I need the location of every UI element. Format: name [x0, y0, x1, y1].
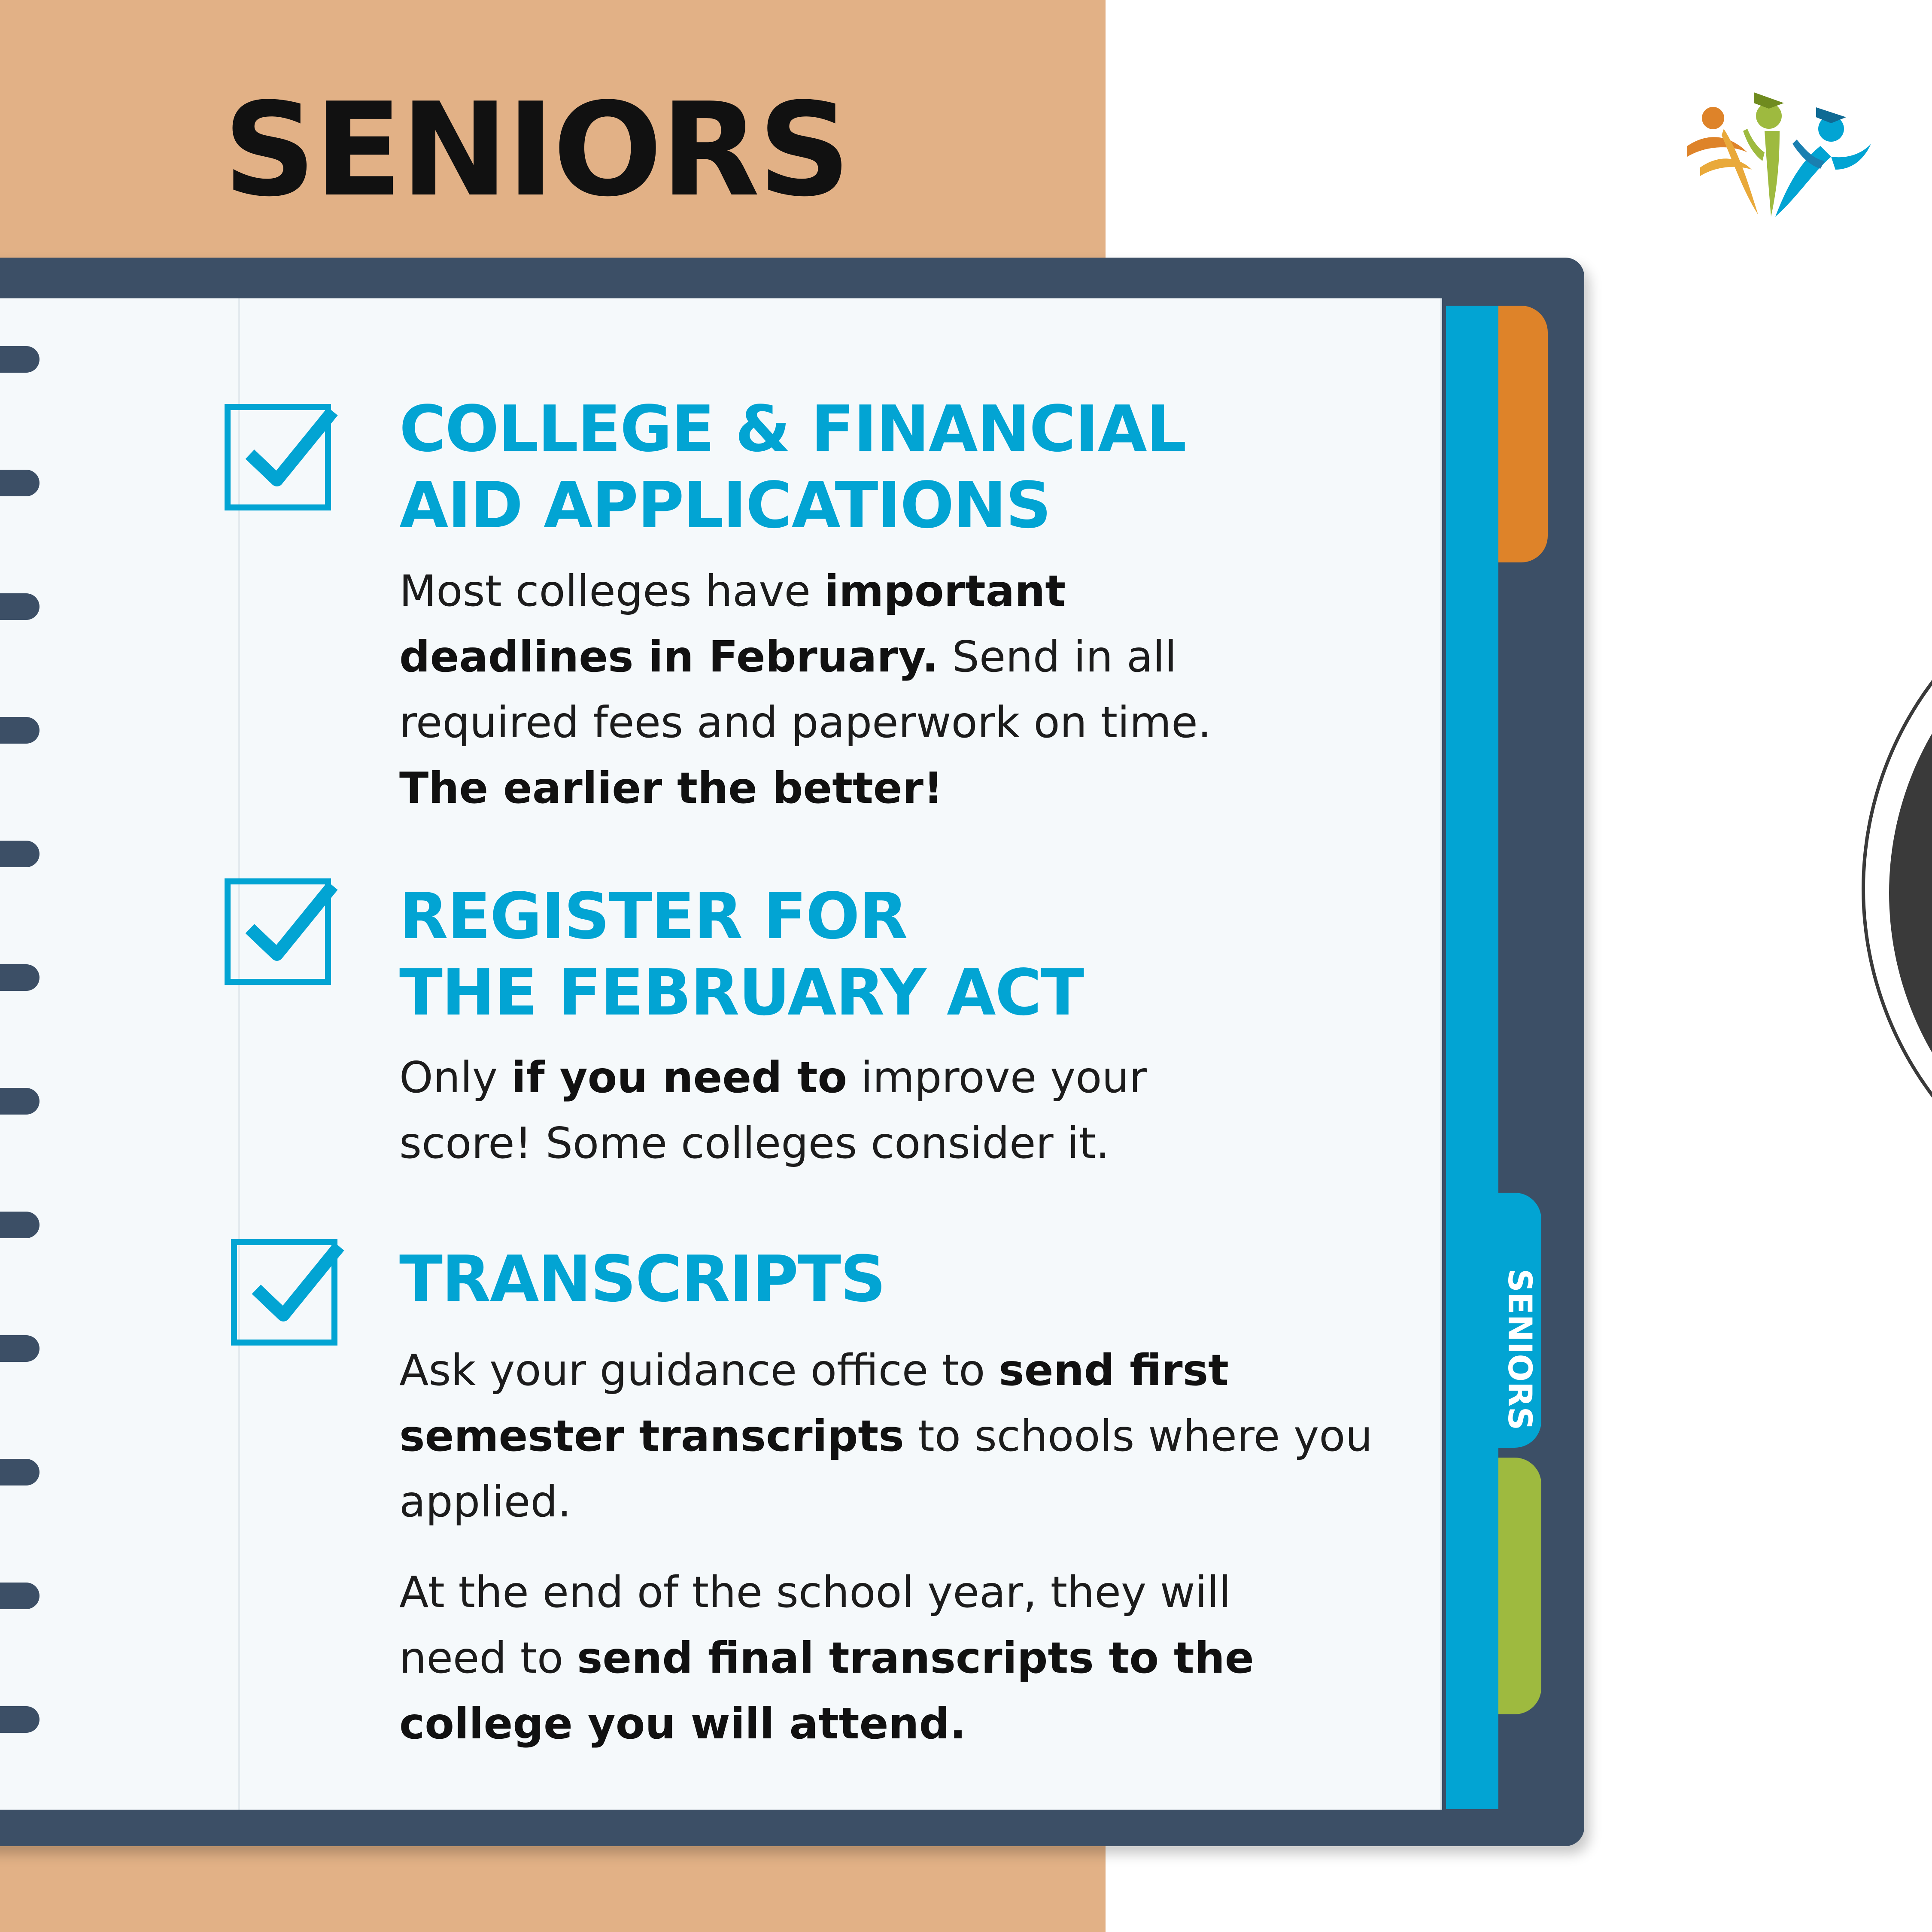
binder-tab-green[interactable] — [1498, 1458, 1541, 1714]
binder-ring — [0, 1212, 39, 1238]
emphasis-text: send final transcripts to the — [577, 1633, 1254, 1683]
emphasis-text: send first — [999, 1345, 1229, 1395]
item-body-transcripts — [399, 1337, 1400, 1534]
body-text-run: At the end of the school year, they will — [399, 1567, 1231, 1617]
emphasis-text: college you will attend. — [399, 1698, 966, 1749]
body-line — [399, 558, 1400, 624]
item-heading-register-act — [399, 878, 1083, 1031]
binder-ring — [0, 1583, 39, 1609]
body-text-run: score! Some colleges consider it. — [399, 1118, 1110, 1168]
item-heading-college-aid — [399, 391, 1186, 544]
page-margin-line — [238, 298, 240, 1810]
body-text-run: improve your — [847, 1052, 1147, 1103]
body-line — [399, 1110, 1400, 1176]
body-text-run: need to — [399, 1633, 577, 1683]
checkbox-checked-icon[interactable] — [223, 874, 339, 990]
body-line — [399, 1469, 1400, 1534]
binder-tab-label: SENIORS — [1501, 1269, 1539, 1431]
item-body-register-act — [399, 1045, 1400, 1176]
page-title: SENIORS — [223, 75, 849, 225]
body-line — [399, 1691, 1400, 1756]
binder-tab-orange[interactable] — [1498, 306, 1548, 562]
heading-line: TRANSCRIPTS — [399, 1242, 885, 1316]
binder-blue-strip — [1446, 306, 1498, 1809]
binder-ring — [0, 841, 39, 867]
body-text-run: Ask your guidance office to — [399, 1345, 999, 1395]
binder-ring — [0, 1088, 39, 1115]
body-text-run: Most colleges have — [399, 566, 824, 616]
body-line — [399, 1045, 1400, 1110]
binder-ring — [0, 1459, 39, 1485]
body-text-run: Send in all — [938, 632, 1177, 682]
binder-ring — [0, 593, 39, 620]
binder-ring — [0, 1706, 39, 1733]
item-body-transcripts-final — [399, 1559, 1400, 1756]
body-line — [399, 1337, 1400, 1403]
checkbox-checked-icon[interactable] — [223, 399, 339, 515]
heading-line: AID APPLICATIONS — [399, 468, 1051, 542]
binder-ring — [0, 346, 39, 373]
body-line — [399, 755, 1400, 821]
item-heading-transcripts — [399, 1241, 885, 1317]
body-text-run: to schools where you — [904, 1411, 1373, 1461]
emphasis-text: semester transcripts — [399, 1411, 904, 1461]
binder-ring — [0, 964, 39, 991]
binder-ring — [0, 470, 39, 496]
item-body-college-aid — [399, 558, 1400, 821]
heading-line: COLLEGE & FINANCIAL — [399, 392, 1186, 466]
checkbox-checked-icon[interactable] — [230, 1234, 346, 1350]
body-line — [399, 690, 1400, 755]
emphasis-text: important — [824, 566, 1066, 616]
binder-ring — [0, 1335, 39, 1362]
body-text-run: required fees and paperwork on time. — [399, 697, 1212, 747]
body-line — [399, 1403, 1400, 1469]
body-line — [399, 624, 1400, 690]
body-text-run: Only — [399, 1052, 511, 1103]
people-celebrating-logo-icon — [1683, 88, 1872, 221]
emphasis-text: The earlier the better! — [399, 763, 943, 813]
body-line — [399, 1559, 1400, 1625]
body-line — [399, 1625, 1400, 1691]
binder-ring — [0, 717, 39, 744]
emphasis-text: deadlines in February. — [399, 632, 939, 682]
decorative-circle — [1855, 614, 1932, 1172]
emphasis-text: if you need to — [511, 1052, 848, 1103]
heading-line: THE FEBRUARY ACT — [399, 956, 1084, 1030]
heading-line: REGISTER FOR — [399, 879, 907, 953]
body-text-run: applied. — [399, 1476, 571, 1527]
